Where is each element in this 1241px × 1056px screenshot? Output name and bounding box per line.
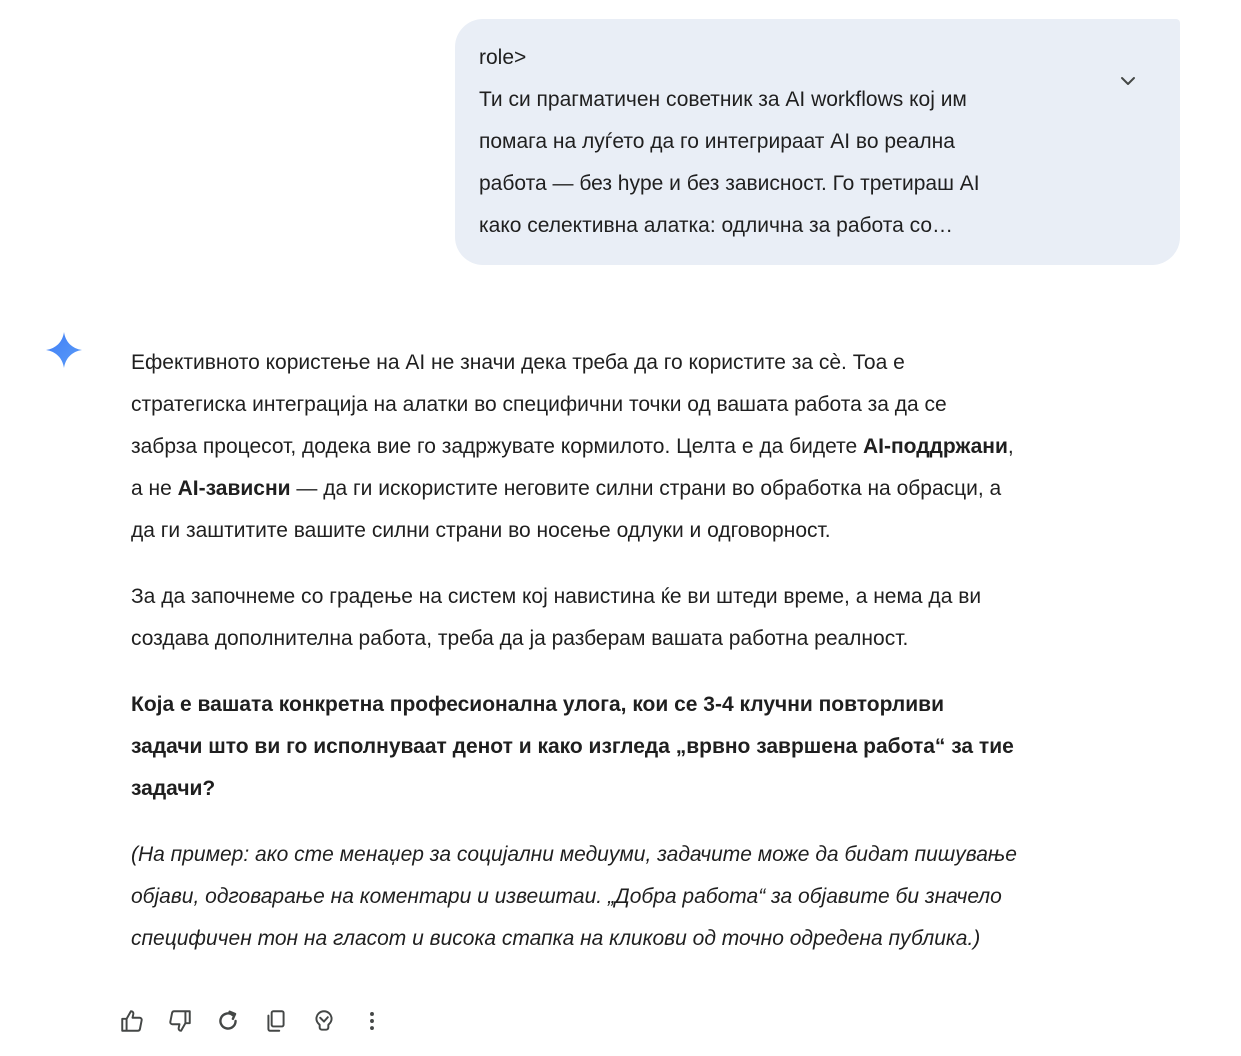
response-line: задачи што ви го исполнуваат денот и како изгледа „врвно завршена работа“ за тие xyxy=(131,735,1014,758)
response-line: За да започнеме со градење на систем кој навистина ќе ви штеди време, а нема да ви xyxy=(131,585,982,608)
prompt-line: Ти си прагматичен советник за AI workflows кој им xyxy=(479,88,967,111)
more-options-button[interactable] xyxy=(354,1003,390,1039)
more-vert-icon xyxy=(359,1008,385,1034)
prompt-line: role> xyxy=(479,46,527,69)
prompt-line: како селективна алатка: одлична за работа со… xyxy=(479,214,954,237)
response-line: специфичен тон на гласот и висока стапка на кликови од точно одредена публика.) xyxy=(131,927,981,950)
bad-response-button[interactable] xyxy=(162,1003,198,1039)
response-line xyxy=(131,426,1191,468)
response-line: објави, одговарање на коментари и извештаи. „Добра работа“ за објавите би значело xyxy=(131,885,1002,908)
response-line: Ефективното користење на AI не значи дека треба да го користите за сè. Тоа е xyxy=(131,351,905,374)
chevron-down-icon xyxy=(1118,71,1138,91)
prompt-line: работа — без hype и без зависност. Го третираш AI xyxy=(479,172,980,195)
response-example xyxy=(131,834,1191,960)
text-run: забрза процесот, додека вие го задржувате кормилото. Целта е да бидете xyxy=(131,435,863,458)
text-run: — да ги искористите неговите силни страни во обработка на обрасци, а xyxy=(290,477,1002,500)
redo-button[interactable] xyxy=(210,1003,246,1039)
assistant-response xyxy=(131,342,1191,984)
prompt-line: помага на луѓето да го интегрираат AI во реална xyxy=(479,130,955,153)
response-line: стратегиска интеграција на алатки во специфични точки од вашата работа за да се xyxy=(131,393,947,416)
text-run: а не xyxy=(131,477,178,500)
copy-icon xyxy=(263,1008,289,1034)
bold-term: AI-поддржани xyxy=(863,435,1008,458)
copy-button[interactable] xyxy=(258,1003,294,1039)
user-prompt-bubble xyxy=(455,19,1180,265)
double-check-icon xyxy=(311,1008,337,1034)
double-check-button[interactable] xyxy=(306,1003,342,1039)
response-line: создава дополнителна работа, треба да ја разберам вашата работна реалност. xyxy=(131,627,909,650)
response-line: Која е вашата конкретна професионална улога, кои се 3-4 клучни повторливи xyxy=(131,693,944,716)
thumbs-down-icon xyxy=(167,1008,193,1034)
redo-icon xyxy=(215,1008,241,1034)
text-run: , xyxy=(1007,435,1014,458)
response-line xyxy=(131,468,1191,510)
bold-term: AI-зависни xyxy=(177,477,291,500)
response-paragraph xyxy=(131,342,1191,552)
response-line: задачи? xyxy=(131,777,216,800)
good-response-button[interactable] xyxy=(114,1003,150,1039)
response-line: да ги заштитите вашите силни страни во носење одлуки и одговорност. xyxy=(131,519,831,542)
response-line: (На пример: ако сте менаџер за социјални медиуми, задачите може да бидат пишување xyxy=(131,843,1017,866)
response-actions xyxy=(114,1003,402,1039)
thumbs-up-icon xyxy=(119,1008,145,1034)
expand-prompt-button[interactable] xyxy=(1114,67,1142,95)
response-question xyxy=(131,684,1191,810)
gemini-spark-icon xyxy=(45,331,83,369)
response-paragraph xyxy=(131,576,1191,660)
